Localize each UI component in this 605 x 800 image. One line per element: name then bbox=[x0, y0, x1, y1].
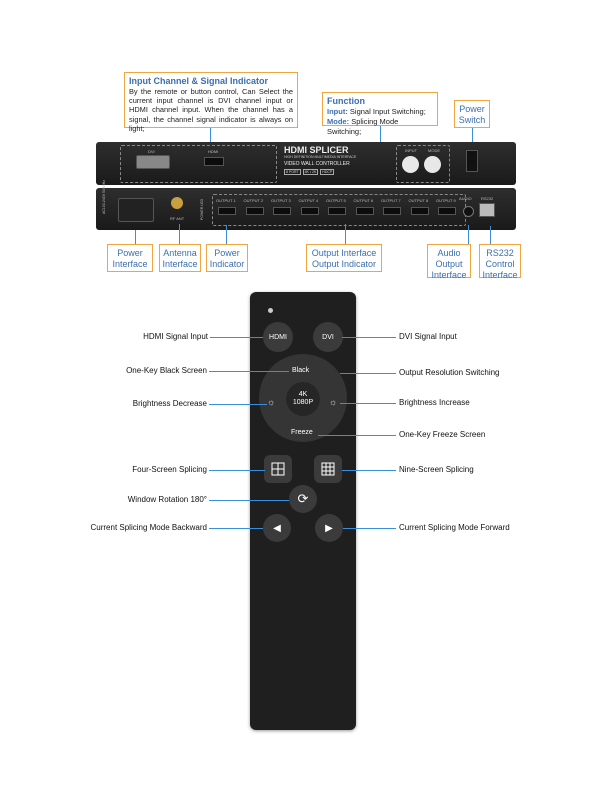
output-port bbox=[218, 207, 236, 215]
power-led-label: POWER LED bbox=[200, 198, 204, 220]
output-label: OUTPUT 4 bbox=[298, 198, 319, 203]
audio-output-port bbox=[463, 206, 474, 217]
rotate-icon: ⟳ bbox=[297, 491, 309, 506]
antenna-label: RF ANT bbox=[170, 216, 185, 221]
power-switch-label: Power Switch bbox=[458, 104, 486, 125]
four-grid-icon bbox=[264, 455, 292, 483]
power-spec-text: AC100-240V 50/60Hz bbox=[102, 179, 106, 214]
hdmi-label: HDMI bbox=[208, 149, 219, 154]
rs232-port bbox=[479, 203, 495, 217]
input-button-label: INPUT bbox=[405, 148, 417, 153]
badge-hdcp: HDCP bbox=[322, 170, 333, 174]
output-port bbox=[273, 207, 291, 215]
ir-led-icon bbox=[268, 308, 273, 313]
function-mode-key: Mode: bbox=[327, 117, 350, 126]
antenna-interface-callout: Antenna Interface bbox=[159, 244, 201, 272]
brightness-increase-icon[interactable]: ☼ bbox=[329, 397, 338, 407]
device-model: VIDEO WALL CONTROLLER bbox=[284, 161, 350, 167]
label-four-screen: Four-Screen Splicing bbox=[132, 465, 207, 474]
output-port bbox=[411, 207, 429, 215]
audio-output-callout: Audio Output Interface bbox=[427, 244, 471, 278]
function-input-key: Input: bbox=[327, 107, 348, 116]
output-port bbox=[356, 207, 374, 215]
audio-label: AUDIO bbox=[459, 196, 472, 201]
backward-button[interactable] bbox=[263, 514, 291, 542]
remote-control bbox=[250, 292, 356, 730]
device-back-panel bbox=[96, 179, 516, 230]
black-button[interactable]: Black bbox=[292, 367, 310, 374]
output-label: OUTPUT 7 bbox=[381, 198, 401, 203]
output-label: OUTPUT 6 bbox=[353, 198, 374, 203]
nine-screen-button[interactable] bbox=[314, 455, 342, 483]
input-channel-text: By the remote or button control, Can Select the current input channel is DVI channel input or HDMI channel input. When the channel has a signal, the channel signal indicator is always on light; bbox=[129, 87, 293, 133]
antenna-interface-port bbox=[171, 197, 183, 209]
label-nine-screen: Nine-Screen Splicing bbox=[399, 465, 474, 474]
label-forward: Current Splicing Mode Forward bbox=[399, 523, 510, 532]
forward-button[interactable] bbox=[315, 514, 343, 542]
function-callout bbox=[322, 92, 438, 136]
label-resolution: Output Resolution Switching bbox=[399, 368, 500, 377]
label-black-screen: One-Key Black Screen bbox=[126, 366, 207, 375]
dvi-input-port bbox=[136, 155, 170, 169]
output-label: OUTPUT 9 bbox=[436, 198, 456, 203]
output-label: OUTPUT 8 bbox=[408, 198, 429, 203]
nine-grid-icon bbox=[314, 455, 342, 483]
function-mode-val: Splicing Mode Switching; bbox=[327, 117, 399, 136]
device-front-panel bbox=[96, 142, 516, 185]
label-window-rotation: Window Rotation 180° bbox=[127, 495, 207, 504]
output-label: OUTPUT 2 bbox=[243, 198, 264, 203]
function-input-val: Signal Input Switching; bbox=[349, 107, 426, 116]
badge-resolution: 4K • 2K bbox=[304, 170, 317, 174]
resolution-button[interactable]: 4K 1080P bbox=[286, 382, 320, 416]
label-freeze-screen: One-Key Freeze Screen bbox=[399, 430, 486, 439]
left-arrow-icon: ◀ bbox=[273, 522, 281, 534]
power-switch[interactable] bbox=[466, 150, 478, 172]
four-screen-button[interactable] bbox=[264, 455, 292, 483]
rs232-callout: RS232 Control Interface bbox=[479, 244, 521, 278]
label-dvi-input: DVI Signal Input bbox=[399, 332, 457, 341]
hdmi-input-port bbox=[204, 157, 224, 166]
input-channel-title: Input Channel & Signal Indicator bbox=[129, 76, 269, 86]
output-port bbox=[438, 207, 456, 215]
input-channel-callout bbox=[124, 72, 298, 133]
function-title: Function bbox=[327, 96, 365, 106]
device-title: HDMI SPLICER bbox=[284, 145, 349, 155]
output-port bbox=[246, 207, 264, 215]
output-port bbox=[328, 207, 346, 215]
power-interface-port bbox=[118, 198, 154, 222]
mode-button[interactable] bbox=[424, 156, 441, 173]
output-label: OUTPUT 3 bbox=[271, 198, 291, 203]
mode-button-label: MODE bbox=[428, 148, 440, 153]
output-label: OUTPUT 5 bbox=[326, 198, 346, 203]
right-arrow-icon: ▶ bbox=[325, 522, 333, 534]
label-brightness-increase: Brightness Increase bbox=[399, 398, 470, 407]
label-brightness-decrease: Brightness Decrease bbox=[132, 399, 207, 408]
output-port bbox=[301, 207, 319, 215]
badge-ports: 8 PORT bbox=[286, 170, 299, 174]
output-label: OUTPUT 1 bbox=[216, 198, 236, 203]
power-switch-callout bbox=[454, 100, 490, 128]
dvi-button[interactable]: DVI bbox=[313, 322, 343, 352]
dvi-label: DVI bbox=[148, 149, 155, 154]
label-backward: Current Splicing Mode Backward bbox=[90, 523, 207, 532]
power-interface-callout: Power Interface bbox=[107, 244, 153, 272]
rotation-button[interactable] bbox=[289, 485, 317, 513]
input-button[interactable] bbox=[402, 156, 419, 173]
rs232-label: RS232 bbox=[481, 196, 494, 201]
hdmi-button[interactable]: HDMI bbox=[263, 322, 293, 352]
output-port bbox=[383, 207, 401, 215]
label-hdmi-input: HDMI Signal Input bbox=[143, 332, 208, 341]
freeze-button[interactable]: Freeze bbox=[291, 429, 313, 436]
brightness-decrease-icon[interactable]: ☼ bbox=[267, 397, 276, 407]
output-interface-callout: Output Interface Output Indicator bbox=[306, 244, 382, 272]
power-indicator-callout: Power Indicator bbox=[206, 244, 248, 272]
device-subtitle: HIGH DEFINITION MULTIMEDIA INTERFACE bbox=[284, 155, 357, 159]
